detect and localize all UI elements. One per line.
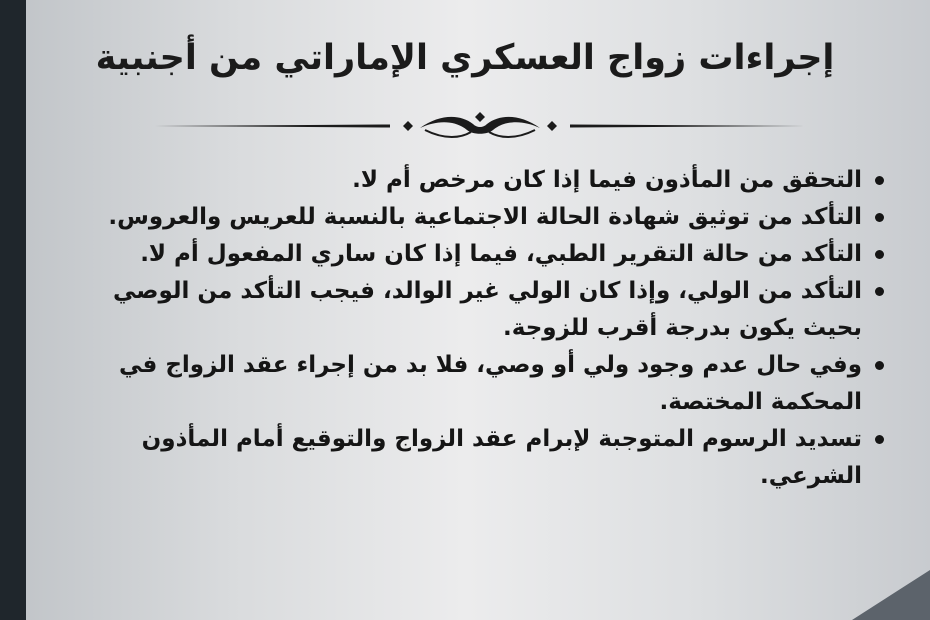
list-item bbox=[72, 273, 862, 347]
bullet-dot-icon bbox=[875, 361, 884, 370]
list-item-text: وفي حال عدم وجود ولي أو وصي، فلا بد من إجراء عقد الزواج في المحكمة المختصة. bbox=[118, 352, 862, 415]
left-accent-bar bbox=[0, 0, 26, 620]
bullet-dot-icon bbox=[875, 287, 884, 296]
list-item bbox=[72, 236, 862, 273]
list-item-text: التأكد من حالة التقرير الطبي، فيما إذا كان ساري المفعول أم لا. bbox=[140, 241, 862, 267]
page-title: إجراءات زواج العسكري الإماراتي من أجنبية bbox=[95, 38, 835, 78]
list-item bbox=[72, 162, 862, 199]
bullet-dot-icon bbox=[875, 176, 884, 185]
list-item-text: التأكد من الولي، وإذا كان الولي غير الوالد، فيجب التأكد من الوصي بحيث يكون بدرجة أقرب للزوجة. bbox=[112, 278, 862, 341]
bullet-dot-icon bbox=[875, 435, 884, 444]
list-item-text: التأكد من توثيق شهادة الحالة الاجتماعية بالنسبة للعريس والعروس. bbox=[108, 204, 862, 230]
list-item-text: تسديد الرسوم المتوجبة لإبرام عقد الزواج والتوقيع أمام المأذون الشرعي. bbox=[141, 426, 862, 489]
decorative-divider-icon bbox=[155, 108, 805, 144]
requirements-list bbox=[72, 162, 862, 495]
corner-decoration bbox=[852, 570, 930, 620]
list-item-text: التحقق من المأذون فيما إذا كان مرخص أم لا. bbox=[352, 167, 862, 193]
list-item bbox=[72, 199, 862, 236]
list-item bbox=[72, 347, 862, 421]
bullet-dot-icon bbox=[875, 250, 884, 259]
bullet-dot-icon bbox=[875, 213, 884, 222]
list-item bbox=[72, 421, 862, 495]
